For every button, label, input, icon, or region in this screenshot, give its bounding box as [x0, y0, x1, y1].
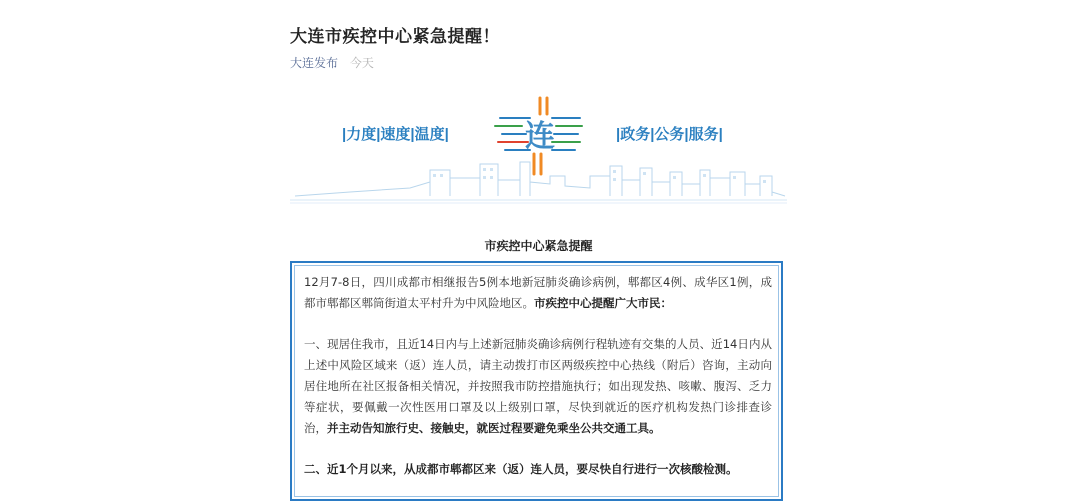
skyline-graphic — [290, 162, 787, 203]
article-meta — [290, 54, 374, 71]
notice-box — [290, 261, 783, 501]
notice-content — [304, 272, 772, 501]
banner-graphic — [290, 92, 787, 210]
logo-glyph: 连 — [525, 119, 555, 154]
notice-paragraph-1 — [304, 272, 772, 314]
notice-heading: 市疾控中心紧急提醒 — [484, 239, 593, 253]
notice-p2-bold: 并主动告知旅行史、接触史，就医过程要避免乘坐公共交通工具。 — [327, 420, 661, 435]
slogan-left: |力度|速度|温度| — [342, 126, 449, 143]
notice-p2-text: 一、现居住我市，且近14日内与上述新冠肺炎确诊病例行程轨迹有交集的人员、近14日内从上述中风险区域来（返）连人员，请主动拨打市区两级疾控中心热线（附后）咨询，主动向居住地所在社区报备相关情况，并按照我市防控措施执行；如出现发热、咳嗽、腹泻、乏力等症状，要佩戴一次性医用口罩及以上级别口罩，尽快到就近的医疗机构发热门诊排查诊治， — [304, 337, 772, 435]
notice-p1-text: 12月7-8日，四川成都市相继报告5例本地新冠肺炎确诊病例，郫都区4例、成华区1例，成都市郫都区郫筒街道太平村升为中风险地区。 — [304, 275, 772, 310]
notice-p1-bold: 市疾控中心提醒广大市民： — [534, 295, 672, 310]
publish-date: 今天 — [349, 56, 374, 70]
notice-p3-bold: 二、近1个月以来，从成都市郫都区来（返）连人员，要尽快自行进行一次核酸检测。 — [304, 462, 738, 477]
banner-image — [290, 92, 787, 210]
slogan-right: |政务|公务|服务| — [616, 126, 723, 143]
article-title: 大连市疾控中心紧急提醒！ — [290, 27, 500, 47]
notice-paragraph-3 — [304, 459, 772, 480]
notice-paragraph-2 — [304, 334, 772, 438]
author-link[interactable]: 大连发布 — [290, 56, 339, 70]
